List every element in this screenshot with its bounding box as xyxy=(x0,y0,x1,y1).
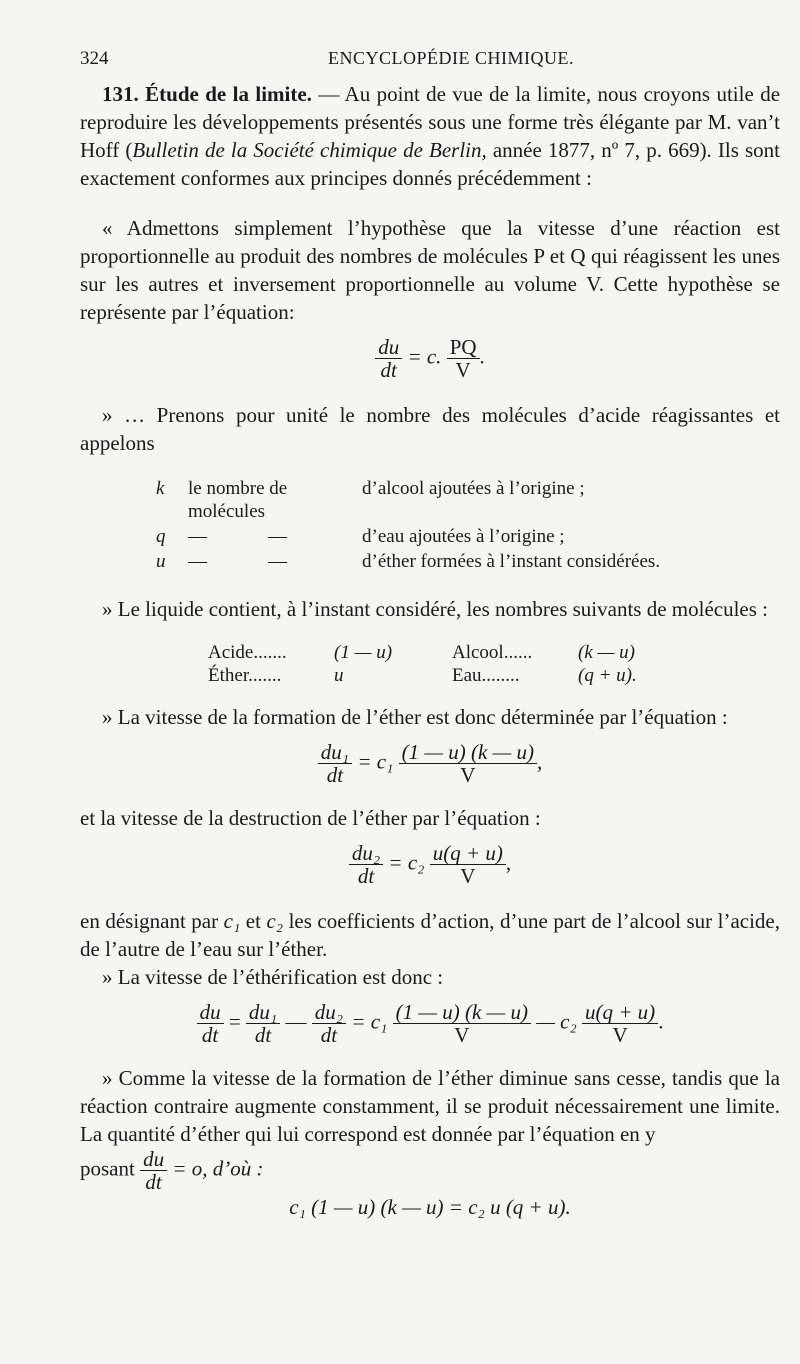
paragraph-destruction: et la vitesse de la destruction de l’éther par l’équation : xyxy=(80,806,541,830)
fraction: $\frac{\text{du₂}}{dt}$ xyxy=(349,842,383,887)
equation-limit: c₁ (1 — u) (k — u) = c₂ u (q + u). xyxy=(289,1195,571,1219)
definition-row: q — — d’eau ajoutées à l’origine ; xyxy=(156,526,565,547)
fraction: $\frac{du}{dt}$ xyxy=(140,1148,167,1193)
section-title: Étude de la limite. xyxy=(145,82,312,106)
fraction: $\frac{du}{dt}$ xyxy=(375,336,402,381)
paragraph-contents: » Le liquide contient, à l’instant considéré, les nombres suivants de molécules : xyxy=(102,597,769,621)
intro-text-b: année 1877, nº 7, p. 669). Ils sont exactement conformes aux principes donnés précédemment : xyxy=(80,138,781,190)
definitions-table xyxy=(154,475,662,575)
fraction: $\frac{du}{dt}$ xyxy=(197,1001,224,1046)
equation-destruction: $\frac{\text{du₂}}{dt}$ = c₂ $\frac{u(q + u)}{V}$ , xyxy=(80,842,780,887)
fraction: $\frac{PQ}{V}$ xyxy=(447,336,480,381)
equation-etherification: $\frac{du}{dt}$ = $\frac{\text{du₁}}{dt}$ — $\frac{\text{du₂}}{dt}$ = c₁ $\frac{(1 — u) (k — u)}{V}$ — c₂ $\frac{u(q + u)}{V}$ . xyxy=(80,1001,780,1046)
equation-rate: $\frac{du}{dt}$ = c. $\frac{PQ}{V}$ . xyxy=(80,336,780,381)
paragraph-formation: » La vitesse de la formation de l’éther est donc déterminée par l’équation : xyxy=(102,705,728,729)
equation-formation: $\frac{\text{du₁}}{dt}$ = c₁ $\frac{(1 — u) (k — u)}{V}$ , xyxy=(80,741,780,786)
paragraph-coefficients: en désignant par c₁ et c₂ les coefficients d’action, d’une part de l’alcool sur l’acide, de l’autre de l’eau sur l’éther. xyxy=(80,909,781,961)
fraction: $\frac{\text{du₁}}{dt}$ xyxy=(246,1001,280,1046)
fraction: $\frac{(1 — u) (k — u)}{V}$ xyxy=(393,1001,531,1046)
page-body xyxy=(80,80,780,1220)
paragraph-posant: posant $\frac{du}{dt}$ = o, d’où : xyxy=(80,1147,264,1194)
running-header xyxy=(80,48,780,74)
composition-row: Éther....... u Eau........ (q + u). xyxy=(208,665,637,686)
composition-table xyxy=(208,641,637,687)
intro-text-a: — Au point de vue de la limite, nous croyons utile de reproduire les développements présentés sous une forme très élégante par M. van’t Hoff ( xyxy=(80,82,781,162)
fraction: $\frac{\text{du₁}}{dt}$ xyxy=(318,741,352,786)
section-intro xyxy=(80,80,780,192)
paragraph-hypothesis: « Admettons simplement l’hypothèse que la vitesse d’une réaction est proportionnelle au produit des nombres de molécules P et Q qui réagissent les unes sur les autres et inversement proportionnelle au volume V. Cette hypothèse se représente par l’équation: xyxy=(80,216,780,324)
paragraph-limit: » Comme la vitesse de la formation de l’éther diminue sans cesse, tandis que la réaction contraire augmente constamment, il se produit nécessairement une limite. La quantité d’éther qui lui correspond est donnée par l’équation en y xyxy=(80,1066,780,1146)
fraction: $\frac{u(q + u)}{V}$ xyxy=(582,1001,658,1046)
paragraph-etherification: » La vitesse de l’éthérification est donc : xyxy=(102,965,444,989)
fraction: $\frac{(1 — u) (k — u)}{V}$ xyxy=(399,741,537,786)
definition-row: u — — d’éther formées à l’instant considérées. xyxy=(156,551,661,572)
paragraph-units: » … Prenons pour unité le nombre des molécules d’acide réagissantes et appelons xyxy=(80,403,780,455)
section-number: 131. xyxy=(102,82,139,106)
fraction: $\frac{\text{du₂}}{dt}$ xyxy=(312,1001,346,1046)
definition-row: k le nombre de molécules d’alcool ajoutées à l’origine ; xyxy=(156,478,585,522)
running-title: ENCYCLOPÉDIE CHIMIQUE. xyxy=(328,48,574,68)
citation: Bulletin de la Société chimique de Berlin, xyxy=(132,138,487,162)
composition-row: Acide....... (1 — u) Alcool...... (k — u) xyxy=(208,642,635,663)
page-number: 324 xyxy=(80,48,109,69)
fraction: $\frac{u(q + u)}{V}$ xyxy=(430,842,506,887)
